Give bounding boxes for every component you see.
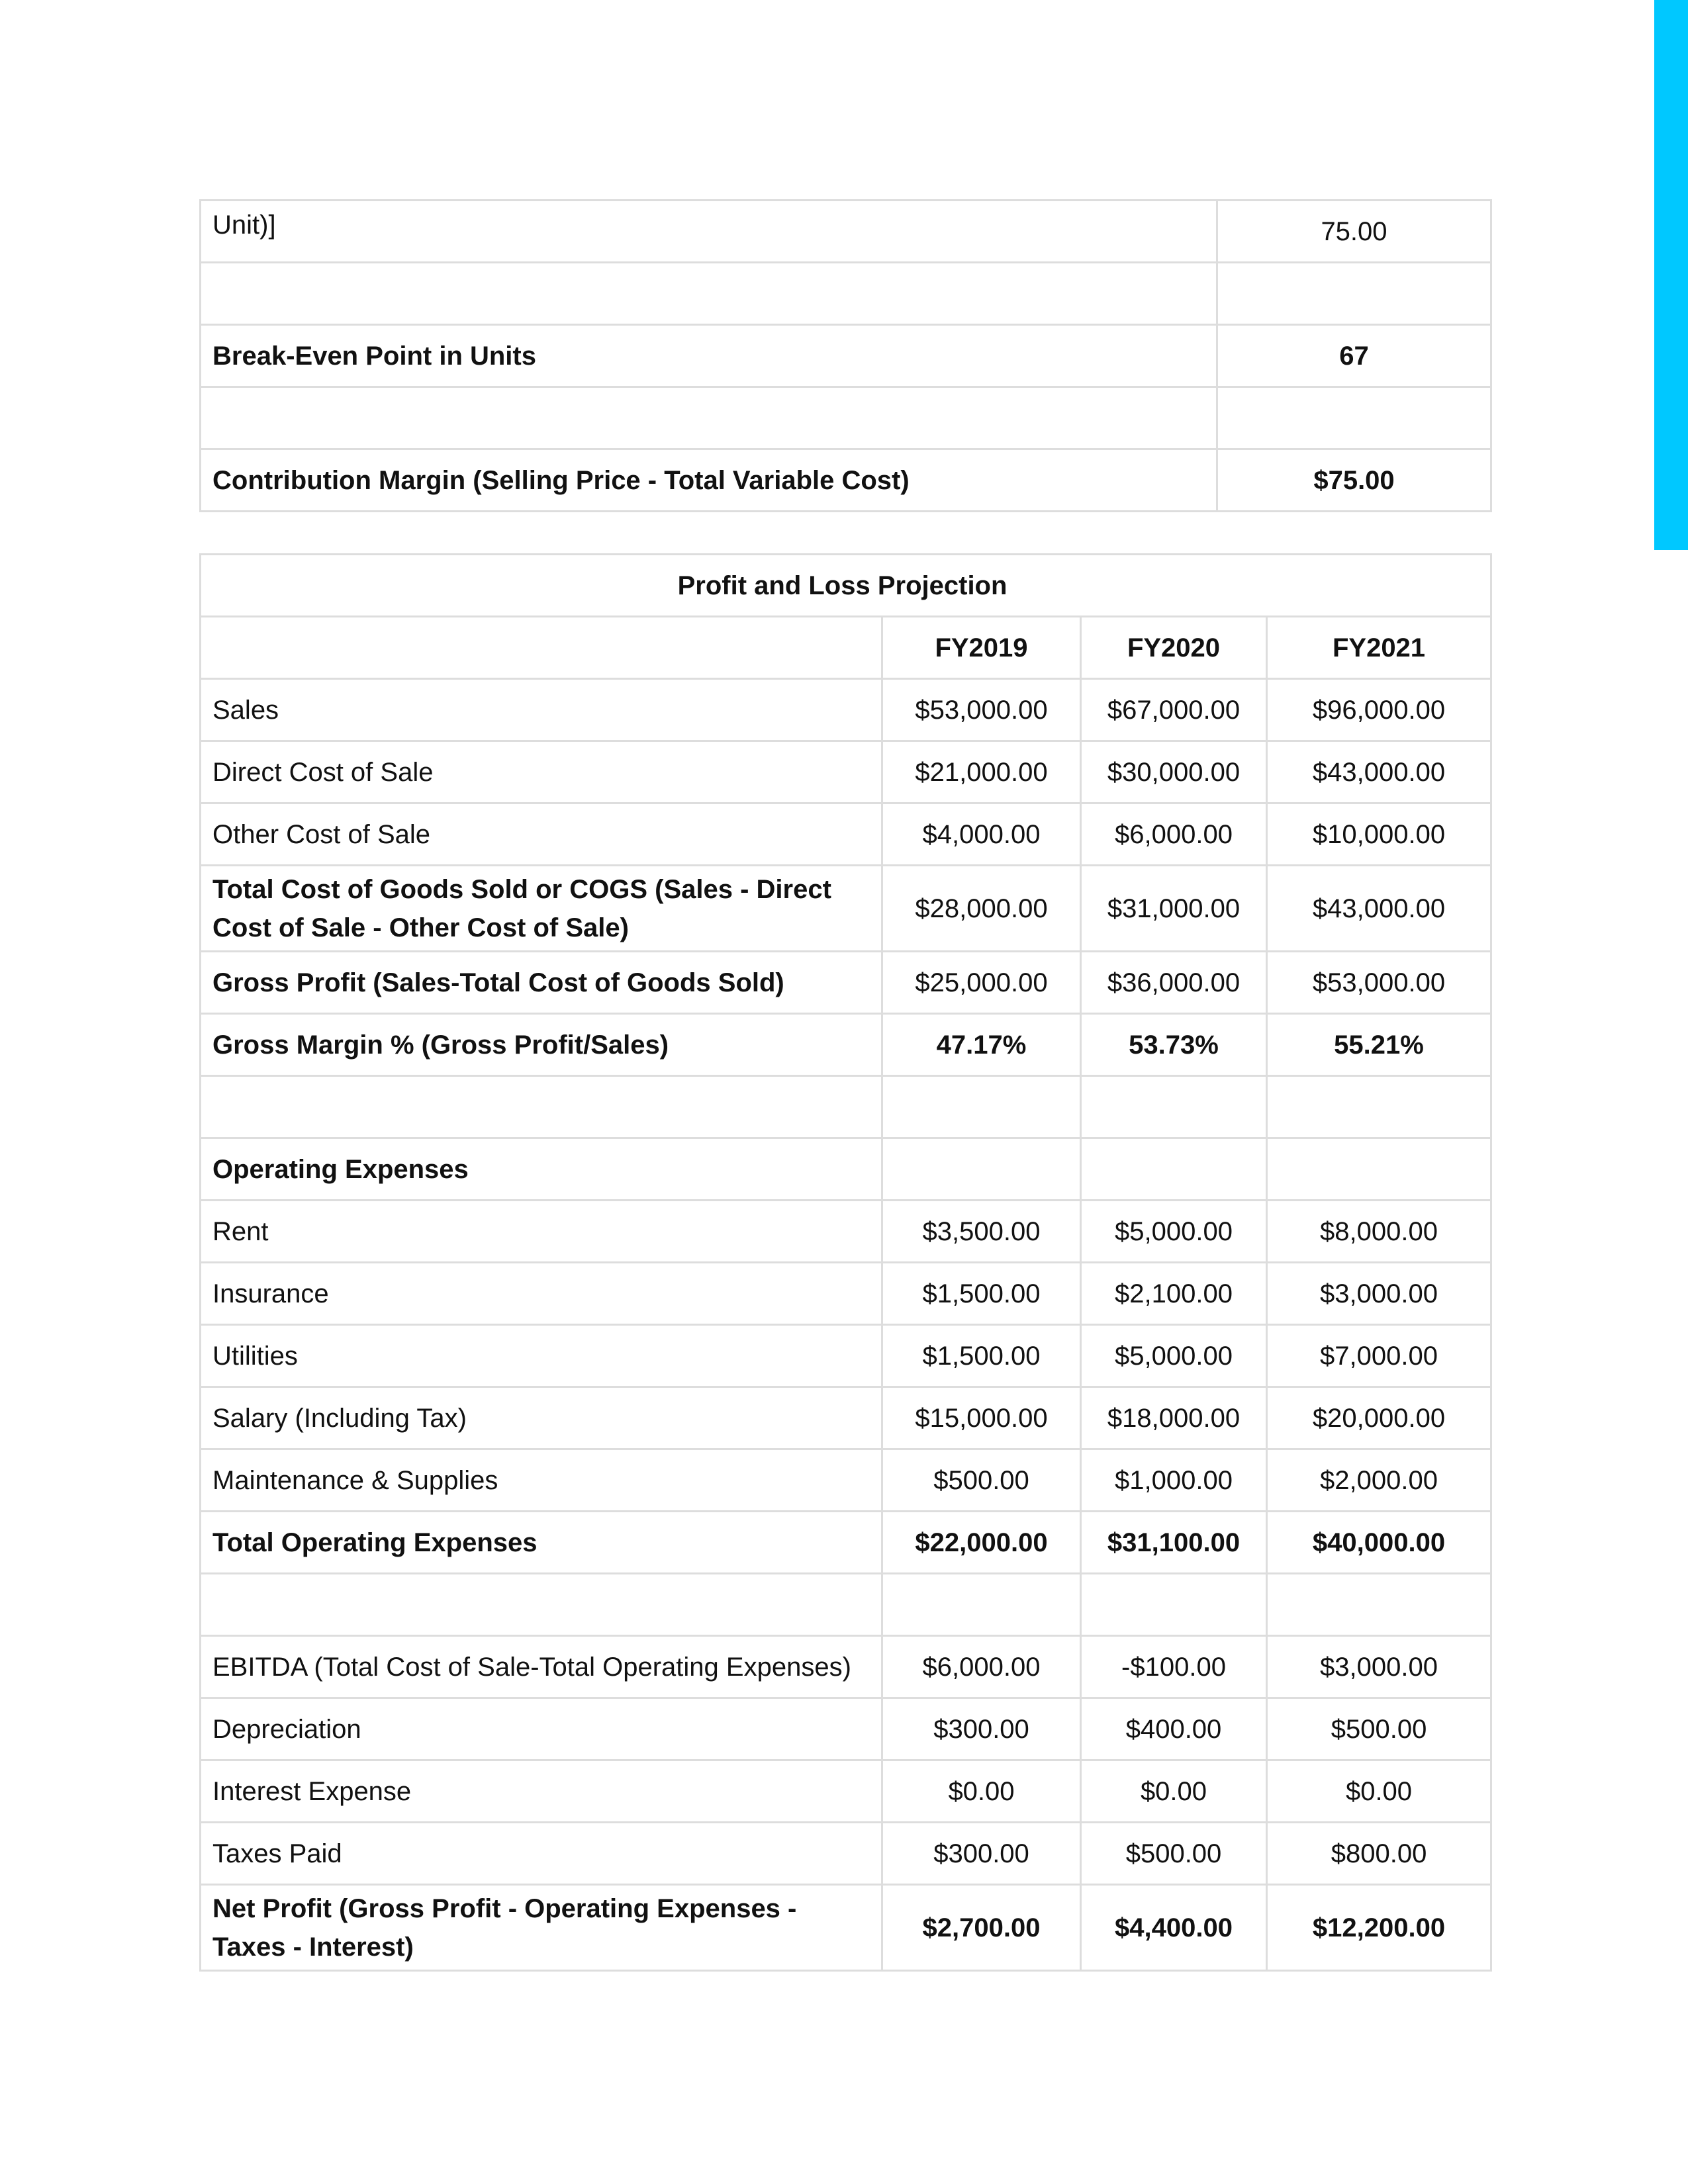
- pl-value-cell: $8,000.00: [1267, 1201, 1491, 1263]
- breakeven-label: Unit)]: [201, 201, 1217, 263]
- pl-row-label: Other Cost of Sale: [201, 803, 882, 866]
- breakeven-row: [201, 387, 1491, 449]
- pl-row-label: Insurance: [201, 1263, 882, 1325]
- profit-loss-table: [199, 553, 1492, 1972]
- pl-row-label: Maintenance & Supplies: [201, 1449, 882, 1512]
- pl-row: [201, 866, 1491, 952]
- pl-row: [201, 1760, 1491, 1823]
- pl-row: [201, 679, 1491, 741]
- pl-row-label: [201, 1574, 882, 1636]
- pl-row-label: Utilities: [201, 1325, 882, 1387]
- pl-row: [201, 1449, 1491, 1512]
- pl-row: [201, 1823, 1491, 1885]
- pl-value-cell: $53,000.00: [1267, 952, 1491, 1014]
- pl-value-cell: $28,000.00: [882, 866, 1081, 952]
- pl-value-cell: [1267, 1076, 1491, 1138]
- pl-value-cell: $3,000.00: [1267, 1636, 1491, 1698]
- pl-value-cell: [1081, 1574, 1267, 1636]
- pl-row: [201, 741, 1491, 803]
- pl-value-cell: $1,500.00: [882, 1325, 1081, 1387]
- year-header: FY2021: [1267, 617, 1491, 679]
- pl-row-label: [201, 1076, 882, 1138]
- breakeven-label: Break-Even Point in Units: [201, 325, 1217, 387]
- pl-value-cell: $4,000.00: [882, 803, 1081, 866]
- breakeven-row: [201, 201, 1491, 263]
- pl-value-cell: $31,000.00: [1081, 866, 1267, 952]
- year-header: FY2020: [1081, 617, 1267, 679]
- pl-row: [201, 1574, 1491, 1636]
- pl-value-cell: $500.00: [1267, 1698, 1491, 1760]
- breakeven-label: [201, 263, 1217, 325]
- breakeven-label: Contribution Margin (Selling Price - Total Variable Cost): [201, 449, 1217, 512]
- pl-value-cell: $5,000.00: [1081, 1325, 1267, 1387]
- pl-row: [201, 952, 1491, 1014]
- pl-row: [201, 1387, 1491, 1449]
- pl-row: [201, 1636, 1491, 1698]
- pl-value-cell: $300.00: [882, 1823, 1081, 1885]
- pl-value-cell: $500.00: [882, 1449, 1081, 1512]
- breakeven-value: $75.00: [1217, 449, 1491, 512]
- pl-row-label: Net Profit (Gross Profit - Operating Expenses - Taxes - Interest): [201, 1885, 882, 1971]
- pl-value-cell: $4,400.00: [1081, 1885, 1267, 1971]
- pl-row-label: Total Operating Expenses: [201, 1512, 882, 1574]
- pl-row-label: Depreciation: [201, 1698, 882, 1760]
- pl-row: [201, 1698, 1491, 1760]
- pl-value-cell: [882, 1138, 1081, 1201]
- pl-value-cell: $18,000.00: [1081, 1387, 1267, 1449]
- pl-row: [201, 803, 1491, 866]
- pl-value-cell: [882, 1076, 1081, 1138]
- pl-value-cell: $30,000.00: [1081, 741, 1267, 803]
- pl-row: [201, 1325, 1491, 1387]
- breakeven-value: 75.00: [1217, 201, 1491, 263]
- pl-value-cell: $1,000.00: [1081, 1449, 1267, 1512]
- pl-value-cell: [1081, 1138, 1267, 1201]
- pl-value-cell: $12,200.00: [1267, 1885, 1491, 1971]
- pl-value-cell: $0.00: [1267, 1760, 1491, 1823]
- pl-value-cell: $0.00: [1081, 1760, 1267, 1823]
- pl-value-cell: $15,000.00: [882, 1387, 1081, 1449]
- pl-value-cell: [1267, 1574, 1491, 1636]
- breakeven-label: [201, 387, 1217, 449]
- breakeven-row: [201, 449, 1491, 512]
- pl-row-label: Rent: [201, 1201, 882, 1263]
- pl-value-cell: 55.21%: [1267, 1014, 1491, 1076]
- breakeven-row: [201, 263, 1491, 325]
- pl-row-label: Gross Margin % (Gross Profit/Sales): [201, 1014, 882, 1076]
- pl-value-cell: $2,700.00: [882, 1885, 1081, 1971]
- pl-value-cell: 47.17%: [882, 1014, 1081, 1076]
- pl-value-cell: $6,000.00: [882, 1636, 1081, 1698]
- pl-value-cell: $53,000.00: [882, 679, 1081, 741]
- pl-title: Profit and Loss Projection: [677, 570, 1008, 600]
- breakeven-value: [1217, 263, 1491, 325]
- pl-row: [201, 1201, 1491, 1263]
- pl-row-label: Taxes Paid: [201, 1823, 882, 1885]
- pl-value-cell: $10,000.00: [1267, 803, 1491, 866]
- pl-row-label: Sales: [201, 679, 882, 741]
- breakeven-value: 67: [1217, 325, 1491, 387]
- pl-value-cell: [1267, 1138, 1491, 1201]
- pl-value-cell: $40,000.00: [1267, 1512, 1491, 1574]
- pl-value-cell: $3,500.00: [882, 1201, 1081, 1263]
- pl-row-label: Operating Expenses: [201, 1138, 882, 1201]
- pl-row: [201, 1885, 1491, 1971]
- pl-value-cell: $3,000.00: [1267, 1263, 1491, 1325]
- header-blank-cell: [201, 617, 882, 679]
- breakeven-table: [199, 199, 1492, 512]
- pl-value-cell: -$100.00: [1081, 1636, 1267, 1698]
- pl-value-cell: $21,000.00: [882, 741, 1081, 803]
- pl-header-row: [201, 617, 1491, 679]
- pl-row: [201, 1076, 1491, 1138]
- pl-value-cell: $43,000.00: [1267, 866, 1491, 952]
- pl-value-cell: [1081, 1076, 1267, 1138]
- pl-value-cell: $20,000.00: [1267, 1387, 1491, 1449]
- pl-value-cell: $43,000.00: [1267, 741, 1491, 803]
- pl-value-cell: $800.00: [1267, 1823, 1491, 1885]
- pl-row-label: Total Cost of Goods Sold or COGS (Sales - Direct Cost of Sale - Other Cost of Sale): [201, 866, 882, 952]
- pl-value-cell: $500.00: [1081, 1823, 1267, 1885]
- pl-value-cell: $25,000.00: [882, 952, 1081, 1014]
- pl-value-cell: $67,000.00: [1081, 679, 1267, 741]
- pl-value-cell: $400.00: [1081, 1698, 1267, 1760]
- pl-value-cell: $31,100.00: [1081, 1512, 1267, 1574]
- pl-row-label: Salary (Including Tax): [201, 1387, 882, 1449]
- pl-row-label: EBITDA (Total Cost of Sale-Total Operating Expenses): [201, 1636, 882, 1698]
- pl-row: [201, 1512, 1491, 1574]
- pl-value-cell: $2,100.00: [1081, 1263, 1267, 1325]
- pl-value-cell: $96,000.00: [1267, 679, 1491, 741]
- pl-value-cell: [882, 1574, 1081, 1636]
- pl-value-cell: $36,000.00: [1081, 952, 1267, 1014]
- pl-value-cell: $0.00: [882, 1760, 1081, 1823]
- pl-value-cell: 53.73%: [1081, 1014, 1267, 1076]
- pl-row: [201, 1014, 1491, 1076]
- year-header: FY2019: [882, 617, 1081, 679]
- pl-row: [201, 1138, 1491, 1201]
- pl-value-cell: $6,000.00: [1081, 803, 1267, 866]
- pl-value-cell: $2,000.00: [1267, 1449, 1491, 1512]
- pl-row-label: Interest Expense: [201, 1760, 882, 1823]
- pl-title-row: [201, 555, 1491, 617]
- pl-value-cell: $1,500.00: [882, 1263, 1081, 1325]
- pl-row-label: Gross Profit (Sales-Total Cost of Goods Sold): [201, 952, 882, 1014]
- pl-value-cell: $5,000.00: [1081, 1201, 1267, 1263]
- breakeven-row: [201, 325, 1491, 387]
- pl-value-cell: $300.00: [882, 1698, 1081, 1760]
- pl-row: [201, 1263, 1491, 1325]
- pl-value-cell: $22,000.00: [882, 1512, 1081, 1574]
- breakeven-value: [1217, 387, 1491, 449]
- pl-value-cell: $7,000.00: [1267, 1325, 1491, 1387]
- accent-bar: [1654, 0, 1688, 550]
- pl-row-label: Direct Cost of Sale: [201, 741, 882, 803]
